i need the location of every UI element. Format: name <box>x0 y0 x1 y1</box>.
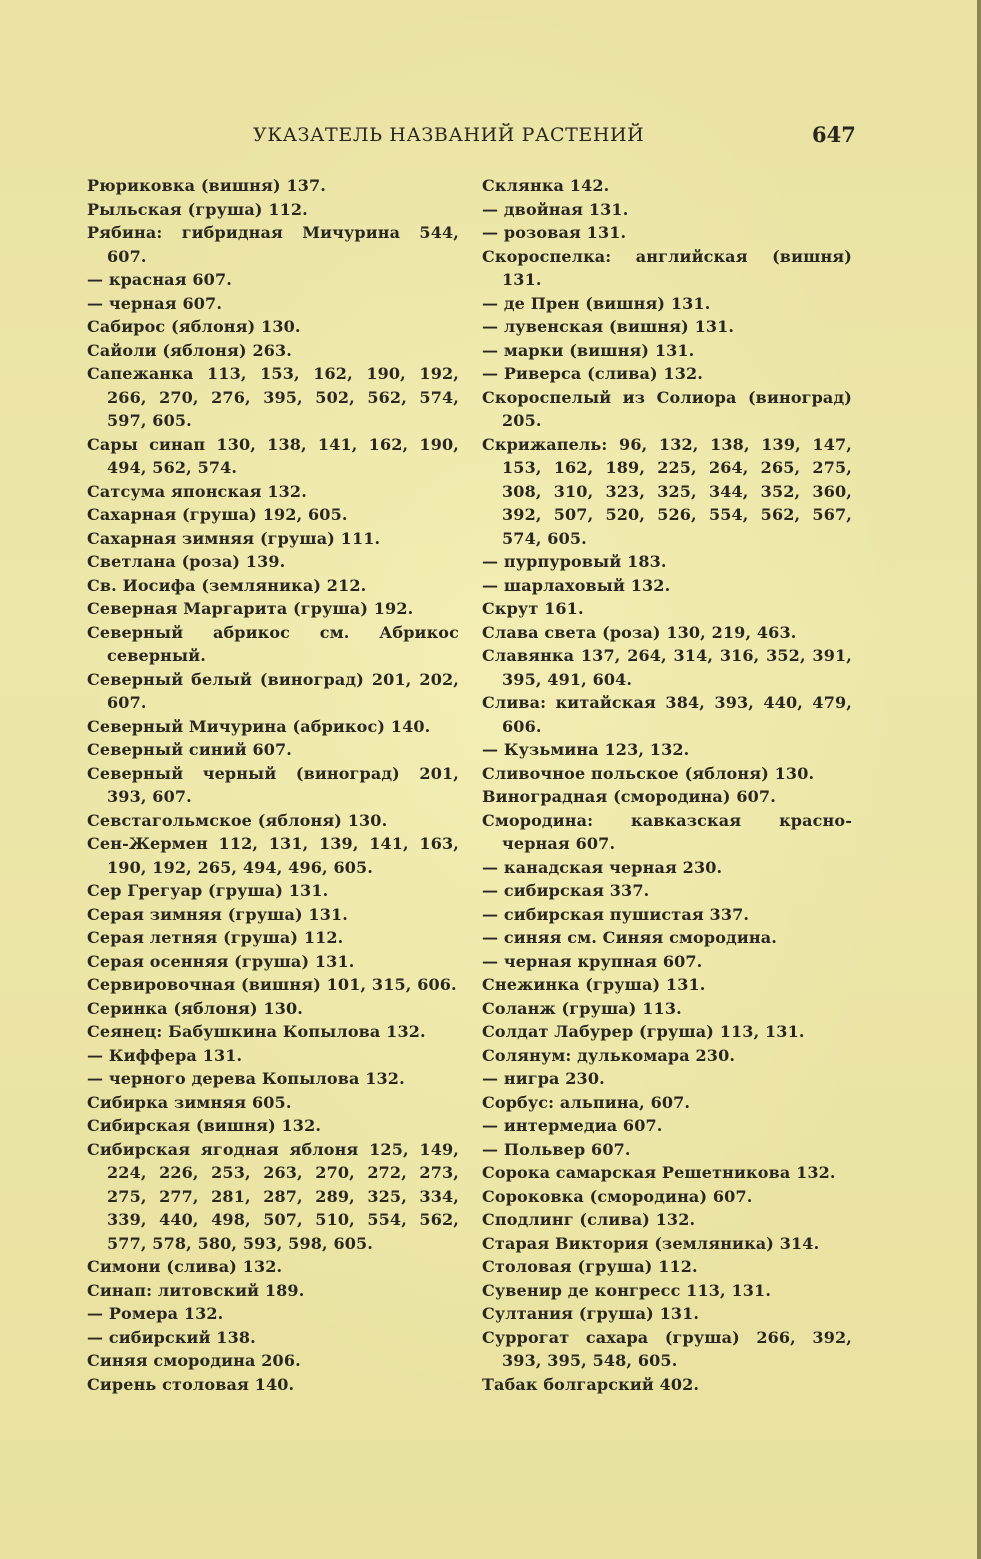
index-entry: — шарлаховый 132. <box>482 575 671 595</box>
index-entry: — канадская черная 230. <box>482 857 723 877</box>
index-entry: Рыльская (груша) 112. <box>87 199 308 219</box>
index-entry: — черная крупная 607. <box>482 951 703 971</box>
index-entry: Сорока самарская Решетникова 132. <box>482 1163 836 1182</box>
index-entry: Сподлинг (слива) 132. <box>482 1210 696 1229</box>
index-entry: Сабирос (яблоня) 130. <box>87 317 301 336</box>
index-entry: Суррогат сахара (груша) 266, 392, 393, 395, 548, 605. <box>482 1327 852 1370</box>
index-entry: Славянка 137, 264, 314, 316, 352, 391, 395, 491, 604. <box>482 646 852 689</box>
page-edge <box>977 0 981 1559</box>
index-entry: Снежинка (груша) 131. <box>482 975 706 994</box>
index-entry: Столовая (груша) 112. <box>482 1257 698 1276</box>
index-entry: — черного дерева Копылова 132. <box>87 1069 405 1088</box>
index-entry: Светлана (роза) 139. <box>87 552 286 571</box>
index-entry: Сен-Жермен 112, 131, 139, 141, 163, 190, 192, 265, 494, 496, 605. <box>87 834 459 877</box>
index-entry: Сахарная (груша) 192, 605. <box>87 505 348 524</box>
index-entry: — нигра 230. <box>482 1069 605 1088</box>
index-entry: — Кузьмина 123, 132. <box>482 740 690 759</box>
index-entry: Сахарная зимняя (груша) 111. <box>87 528 381 548</box>
index-entry: Сорбус: альпина, 607. <box>482 1092 691 1112</box>
index-entry: Сервировочная (вишня) 101, 315, 606. <box>87 975 457 994</box>
index-entry: Синяя смородина 206. <box>87 1351 301 1370</box>
index-entry: Рябина: гибридная Мичурина 544, 607. <box>87 223 459 266</box>
index-entry: — Риверса (слива) 132. <box>482 364 703 383</box>
index-entry: Солдат Лабурер (груша) 113, 131. <box>482 1022 805 1041</box>
index-entry: Сайоли (яблоня) 263. <box>87 340 293 360</box>
index-entry: Соланж (груша) 113. <box>482 998 682 1018</box>
index-entry: — сибирский 138. <box>87 1327 256 1347</box>
index-entry: Севстагольмское (яблоня) 130. <box>87 810 388 830</box>
index-entry: Виноградная (смородина) 607. <box>482 787 776 806</box>
index-entry: Сувенир де конгресс 113, 131. <box>482 1280 772 1300</box>
index-entry: Солянум: дулькомара 230. <box>482 1045 736 1065</box>
index-entry: Сеянец: Бабушкина Копылова 132. <box>87 1022 426 1041</box>
index-entry: Сибирская (вишня) 132. <box>87 1116 322 1135</box>
index-entry: Св. Иосифа (земляника) 212. <box>87 575 367 595</box>
index-entry: Склянка 142. <box>482 176 610 195</box>
page-header <box>0 124 981 158</box>
index-entry: Серая осенняя (груша) 131. <box>87 951 355 971</box>
index-entry: Скороспелка: английская (вишня) 131. <box>482 246 852 289</box>
index-entry: Сливочное польское (яблоня) 130. <box>482 763 815 783</box>
index-entry: — Ромера 132. <box>87 1304 224 1323</box>
index-entry: Табак болгарский 402. <box>482 1374 700 1394</box>
index-column-right <box>482 174 852 1396</box>
index-entry: Серая зимняя (груша) 131. <box>87 904 348 924</box>
index-entry: — сибирская 337. <box>482 881 650 900</box>
index-entry: Северная Маргарита (груша) 192. <box>87 599 414 618</box>
index-entry: Сатсума японская 132. <box>87 481 307 501</box>
index-entry: Северный черный (виноград) 201, 393, 607. <box>87 763 459 806</box>
index-entry: Слава света (роза) 130, 219, 463. <box>482 622 797 642</box>
index-entry: Сороковка (смородина) 607. <box>482 1186 753 1206</box>
index-entry: — де Прен (вишня) 131. <box>482 293 711 313</box>
index-entry: Северный синий 607. <box>87 740 293 759</box>
index-entry: — двойная 131. <box>482 199 629 219</box>
index-column-left <box>87 174 459 1396</box>
index-entry: Северный Мичурина (абрикос) 140. <box>87 716 431 736</box>
index-entry: Слива: китайская 384, 393, 440, 479, 606. <box>482 693 852 736</box>
index-entry: Серая летняя (груша) 112. <box>87 928 344 947</box>
index-entry: — марки (вишня) 131. <box>482 340 695 360</box>
index-entry: Рюриковка (вишня) 137. <box>87 176 327 195</box>
index-entry: Скрут 161. <box>482 599 584 618</box>
index-entry: — интермедиа 607. <box>482 1116 663 1135</box>
index-entry: — черная 607. <box>87 293 223 313</box>
index-entry: Скрижапель: 96, 132, 138, 139, 147, 153, 162, 189, 225, 264, 265, 275, 308, 310, 323, 325, 344, 352, 360, 392, 507, 520, 526, 554, 562, 567, 574, 605. <box>482 434 852 548</box>
index-entry: Симони (слива) 132. <box>87 1257 283 1276</box>
index-entry: Скороспелый из Солиора (виноград) 205. <box>482 387 852 430</box>
index-entry: — пурпуровый 183. <box>482 552 667 571</box>
index-entry: Султания (груша) 131. <box>482 1304 700 1323</box>
index-entry: Сер Грегуар (груша) 131. <box>87 881 329 900</box>
index-entry: Сирень столовая 140. <box>87 1374 295 1394</box>
index-entry: Северный абрикос см. Абрикос северный. <box>87 622 459 665</box>
page-number: 647 <box>812 122 856 147</box>
index-entry: Сибирская ягодная яблоня 125, 149, 224, 226, 253, 263, 270, 272, 273, 275, 277, 281, 287, 289, 325, 334, 339, 440, 498, 507, 510, 554, 562, 577, 578, 580, 593, 598, 605. <box>87 1139 459 1253</box>
index-entry: — Польвер 607. <box>482 1139 631 1159</box>
index-entry: — красная 607. <box>87 270 232 289</box>
index-entry: Сибирка зимняя 605. <box>87 1092 292 1112</box>
index-entry: Смородина: кавказская красно-черная 607. <box>482 810 852 853</box>
index-entry: — Киффера 131. <box>87 1045 243 1065</box>
index-entry: Старая Виктория (земляника) 314. <box>482 1233 820 1253</box>
index-entry: Северный белый (виноград) 201, 202, 607. <box>87 669 459 712</box>
index-entry: — розовая 131. <box>482 223 627 242</box>
index-entry: Синап: литовский 189. <box>87 1280 305 1300</box>
index-entry: — сибирская пушистая 337. <box>482 904 750 924</box>
index-entry: Сары синап 130, 138, 141, 162, 190, 494, 562, 574. <box>87 434 459 477</box>
index-entry: Сапежанка 113, 153, 162, 190, 192, 266, 270, 276, 395, 502, 562, 574, 597, 605. <box>87 364 459 430</box>
index-entry: Серинка (яблоня) 130. <box>87 998 303 1018</box>
index-entry: — лувенская (вишня) 131. <box>482 317 735 336</box>
running-title: УКАЗАТЕЛЬ НАЗВАНИЙ РАСТЕНИЙ <box>253 124 645 146</box>
index-entry: — синяя см. Синяя смородина. <box>482 928 777 947</box>
